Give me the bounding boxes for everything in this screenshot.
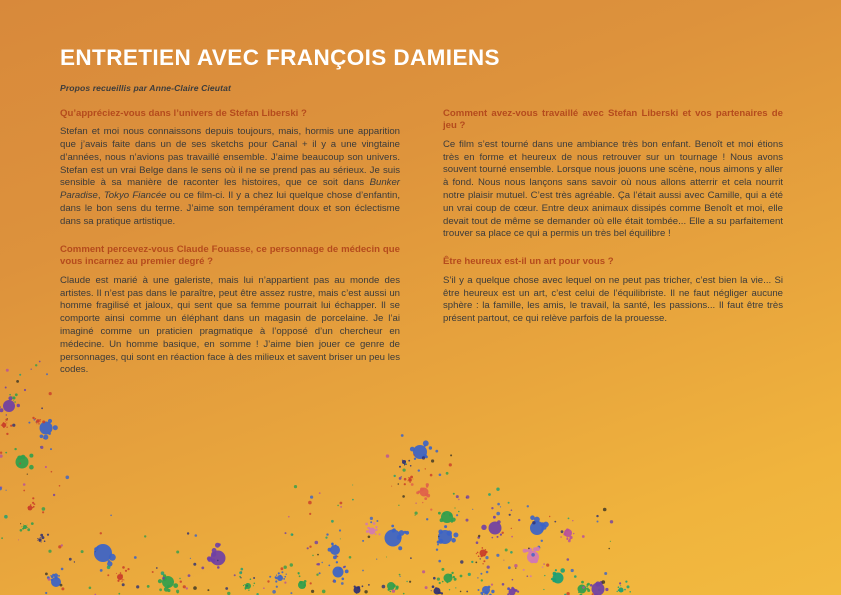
interview-column-left <box>60 108 400 392</box>
page-title: ENTRETIEN AVEC FRANÇOIS DAMIENS <box>60 45 500 70</box>
interview-column-right <box>443 108 783 392</box>
interview-answer: Stefan et moi nous connaissons depuis toujours, mais, hormis une apparition que j’avais faite dans un de ses sketchs pour Canal + il y a une vingtaine d’années, nous n’avions pas travaillé ensemble. J’aime beaucoup son univers. Stefan est un vrai Belge dans le sens où il ne se prend pas au sérieux. Je suis sensible à sa manière de raconter les histoires, que ce soit dans Bunker Paradise, Tokyo Fiancée ou ce film-ci. Il y a chez lui quelque chose d’enfantin, dans le bon sens du terme. J’aime son tempérament doux et son éclectisme dans sa pratique artistique. <box>60 126 400 227</box>
byline: Propos recueillis par Anne-Claire Cieutat <box>60 82 231 93</box>
interview-answer: Claude est marié à une galeriste, mais lui n’appartient pas au monde des artistes. Il n’est pas dans le paraître, peut être assez rustre, mais c’est aussi un homme fragilisé et jaloux, qui sent que sa femme pourrait lui échapper. Il se comporte ainsi comme un éléphant dans un magasin de porcelaine. Je l’ai imaginé comme un praticien pragmatique à l’opposé d’un chercheur en médecine. Un homme basique, en somme ! J’aime bien jouer ce genre de personnages, qui sont en réaction face à des milieux et savent briser un peu les codes. <box>60 274 400 376</box>
page-header <box>0 0 841 93</box>
interview-answer: S’il y a quelque chose avec lequel on ne peut pas tricher, c’est bien la vie... Si être heureux est un art, c’est celui de l’équilibriste. Il ne faut négliger aucune sphère : la famille, les amis, le travail, la santé, les passions... Il faut être très présent partout, ce qui relève parfois de la prouesse. <box>443 274 783 325</box>
interview-columns <box>0 93 841 392</box>
interview-question: Comment percevez-vous Claude Fouasse, ce personnage de médecin que vous incarnez au premier degré ? <box>60 243 400 268</box>
interview-question: Qu’appréciez-vous dans l’univers de Stefan Liberski ? <box>60 107 307 119</box>
interview-question: Comment avez-vous travaillé avec Stefan Liberski et vos partenaires de jeu ? <box>443 107 783 132</box>
interview-question: Être heureux est-il un art pour vous ? <box>443 256 614 268</box>
interview-answer: Ce film s’est tourné dans une ambiance très bon enfant. Benoît et moi étions très en forme et heureux de nous retrouver sur un tournage ! Nous avons souvent tourné ensemble. Lorsque nous jouons une scène, nous aimons y aller à fond. Nous nous lançons sans savoir où nous allons atterrir et cela nourrit notre plaisir mutuel. C’est très agréable. Ça l’était aussi avec Camille, qui a été un vrai coup de cœur. Entre deux animaux dissipés comme Benoît et moi, elle devait tout de même se demander où elle était tombée... Elle a su parfaitement trouver sa place ce qui a permis un très bel équilibre ! <box>443 138 783 240</box>
